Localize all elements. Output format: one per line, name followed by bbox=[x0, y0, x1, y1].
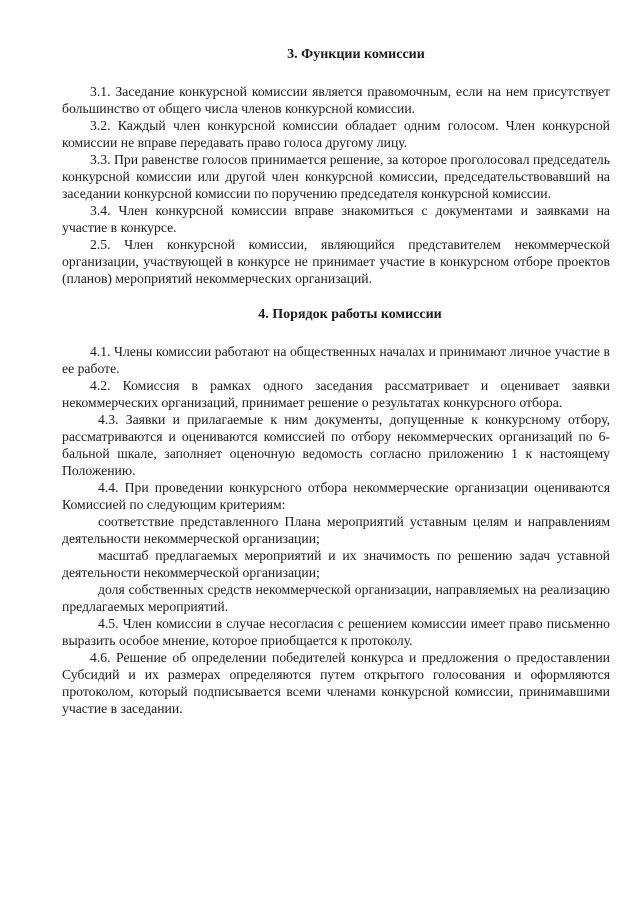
paragraph-4-1: 4.1. Члены комиссии работают на общественных началах и принимают личное участие в ее работе. bbox=[62, 344, 610, 376]
paragraph-2-5: 2.5. Член конкурсной комиссии, являющийся представителем некоммерческой организации, участвующей в конкурсе не принимает участие в конкурсном отборе проектов (планов) мероприятий некоммерческих организаций. bbox=[62, 237, 610, 286]
criterion-own-funds-share: доля собственных средств некоммерческой организации, направляемых на реализацию предлагаемых мероприятий. bbox=[62, 582, 610, 614]
paragraph-3-2: 3.2. Каждый член конкурсной комиссии обладает одним голосом. Член конкурсной комиссии не вправе передавать право голоса другому лицу. bbox=[62, 118, 610, 150]
paragraph-4-6: 4.6. Решение об определении победителей конкурса и предложения о предоставлении Субсидий и их размерах определяются путем открытого голосования и оформляются протоколом, который подписывается всеми членами конкурсной комиссии, принимавшими участие в заседании. bbox=[62, 650, 610, 716]
paragraph-4-5: 4.5. Член комиссии в случае несогласия с решением комиссии имеет право письменно выразить особое мнение, которое приобщается к протоколу. bbox=[62, 616, 610, 648]
paragraph-4-2: 4.2. Комиссия в рамках одного заседания рассматривает и оценивает заявки некоммерческих организаций, принимает решение о результатах конкурсного отбора. bbox=[62, 378, 610, 410]
section-3-paragraphs bbox=[62, 83, 610, 287]
criterion-scale-significance: масштаб предлагаемых мероприятий и их значимость по решению задач уставной деятельности некоммерческой организации; bbox=[62, 548, 610, 580]
section-3-heading: 3. Функции комиссии bbox=[287, 47, 425, 62]
criterion-plan-compliance: соответствие представленного Плана мероприятий уставным целям и направлениям деятельности некоммерческой организации; bbox=[62, 514, 610, 546]
paragraph-4-3: 4.3. Заявки и прилагаемые к ним документы, допущенные к конкурсному отбору, рассматриваются и оцениваются комиссией по отбору некоммерческих организаций по 6-бальной шкале, заполняет оценочную ведомость согласно приложению 1 к настоящему Положению. bbox=[62, 412, 610, 478]
document-page bbox=[62, 46, 610, 717]
paragraph-3-3: 3.3. При равенстве голосов принимается решение, за которое проголосовал председатель конкурсной комиссии или другой член конкурсной комиссии, председательствовавший на заседании конкурсной комиссии по поручению председателя конкурсной комиссии. bbox=[62, 152, 610, 201]
section-4-heading: 4. Порядок работы комиссии bbox=[258, 307, 442, 322]
paragraph-3-1: 3.1. Заседание конкурсной комиссии является правомочным, если на нем присутствует большинство от общего числа членов конкурсной комиссии. bbox=[62, 84, 610, 116]
section-4-paragraphs bbox=[62, 343, 610, 717]
paragraph-3-4: 3.4. Член конкурсной комиссии вправе знакомиться с документами и заявками на участие в конкурсе. bbox=[62, 203, 610, 235]
paragraph-4-4: 4.4. При проведении конкурсного отбора некоммерческие организации оцениваются Комиссией по следующим критериям: bbox=[62, 480, 610, 512]
